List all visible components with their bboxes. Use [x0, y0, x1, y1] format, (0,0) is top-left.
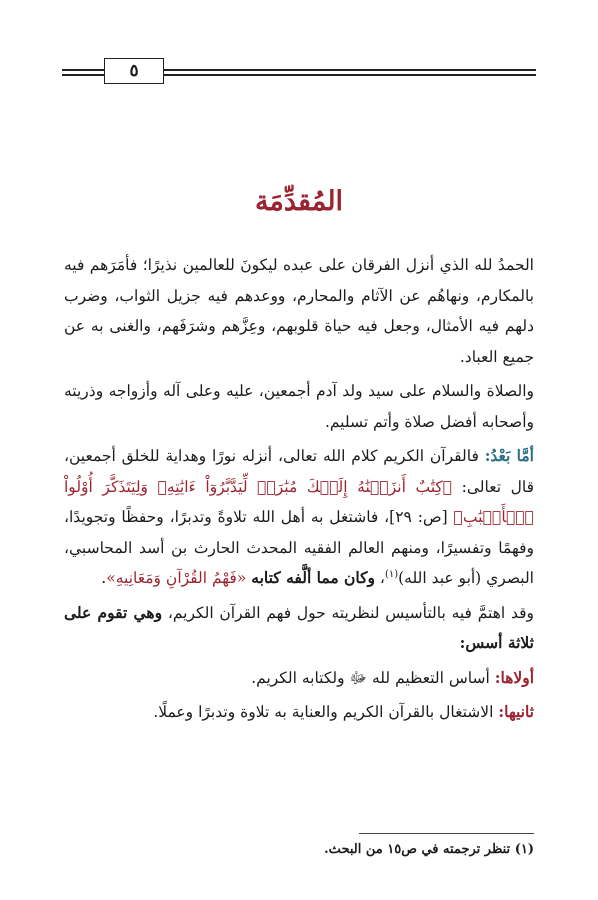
- foundations-bold-tail: وهي تقوم على ثلاثة أسس:: [64, 602, 534, 652]
- second-foundation-lead: ثانيها:: [498, 702, 534, 721]
- amma-bad-text-1: فالقرآن الكريم كلام الله تعالى، أنزله نورًا وهداية للخلق أجمعين، قال تعالى:: [64, 447, 534, 496]
- paragraph-salutation: والصلاة والسلام على سيد ولد آدم أجمعين، عليه وعلى آله وأزواجه وذريته وأصحابه أفضل صلاة وأتم تسليم.: [64, 382, 534, 431]
- first-foundation-text: أساس التعظيم لله ﷻ ولكتابه الكريم.: [251, 668, 495, 687]
- footnote-mark: (١): [384, 568, 399, 580]
- amma-bad-text-3: ،: [375, 569, 385, 587]
- page-number: ٥: [104, 58, 164, 84]
- amma-bad-end: .: [101, 569, 107, 587]
- paragraph-foundations: [64, 598, 534, 659]
- footnote: (١) تنظر ترجمته في ص١٥ من البحث.: [324, 842, 534, 857]
- page-header: [62, 58, 536, 88]
- verse-reference: [ص: ٢٩]: [389, 508, 454, 526]
- foundations-text: وقد اهتمَّ فيه بالتأسيس لنظريته حول فهم القرآن الكريم،: [162, 603, 534, 622]
- paragraph-amma-bad: [64, 441, 534, 594]
- amma-bad-bold-tail: وكان مما ألَّفه كتابه: [251, 568, 375, 587]
- quran-verse: ﴿كِتَٰبٌ أَنزَلۡنَٰهُ إِلَيۡكَ مُبَٰرَكٞ لِّيَدَّبَّرُوٓاْ ءَايَٰتِهِۦ وَلِيَتَذَكَّرَ أُوْلُواْ ٱلۡأَلۡبَٰبِ﴾: [64, 477, 534, 526]
- first-foundation-lead: أولاها:: [494, 667, 534, 687]
- section-title: المُقدِّمَة: [254, 186, 344, 217]
- footnote-rule: [359, 833, 534, 834]
- paragraph-first-foundation: [64, 663, 534, 694]
- paragraph-second-foundation: [64, 697, 534, 728]
- second-foundation-text: الاشتغال بالقرآن الكريم والعناية به تلاوة وتدبرًا وعملًا.: [153, 703, 499, 721]
- paragraph-praise: الحمدُ لله الذي أنزل الفرقان على عبده ليكونَ للعالمين نذيرًا؛ فأمَرَهم فيه بالمكارم، ونهاهُم عن الآثام والمحارم، ووعدهم فيه جزيل الثواب، وضرب دلهم فيه الأمثال، وجعل فيه حياة قلوبهم، وعِزَّهم وشرَفَهم، والغنى به عن جميع العباد.: [64, 256, 534, 366]
- amma-bad-text-2: ، فاشتغل به أهل الله تلاوةً وتدبرًا، وحفظًا وتجويدًا، وفهمًا وتفسيرًا، ومنهم العالم الفقيه المحدث الحارث بن أسد المحاسبي، البصري (أبو عبد الله): [64, 508, 534, 587]
- amma-bad-lead: أمَّا بَعْدُ:: [484, 446, 534, 465]
- book-title: «فَهْمُ القُرْآنِ وَمَعَانِيهِ»: [106, 569, 252, 587]
- page-body: [64, 250, 534, 728]
